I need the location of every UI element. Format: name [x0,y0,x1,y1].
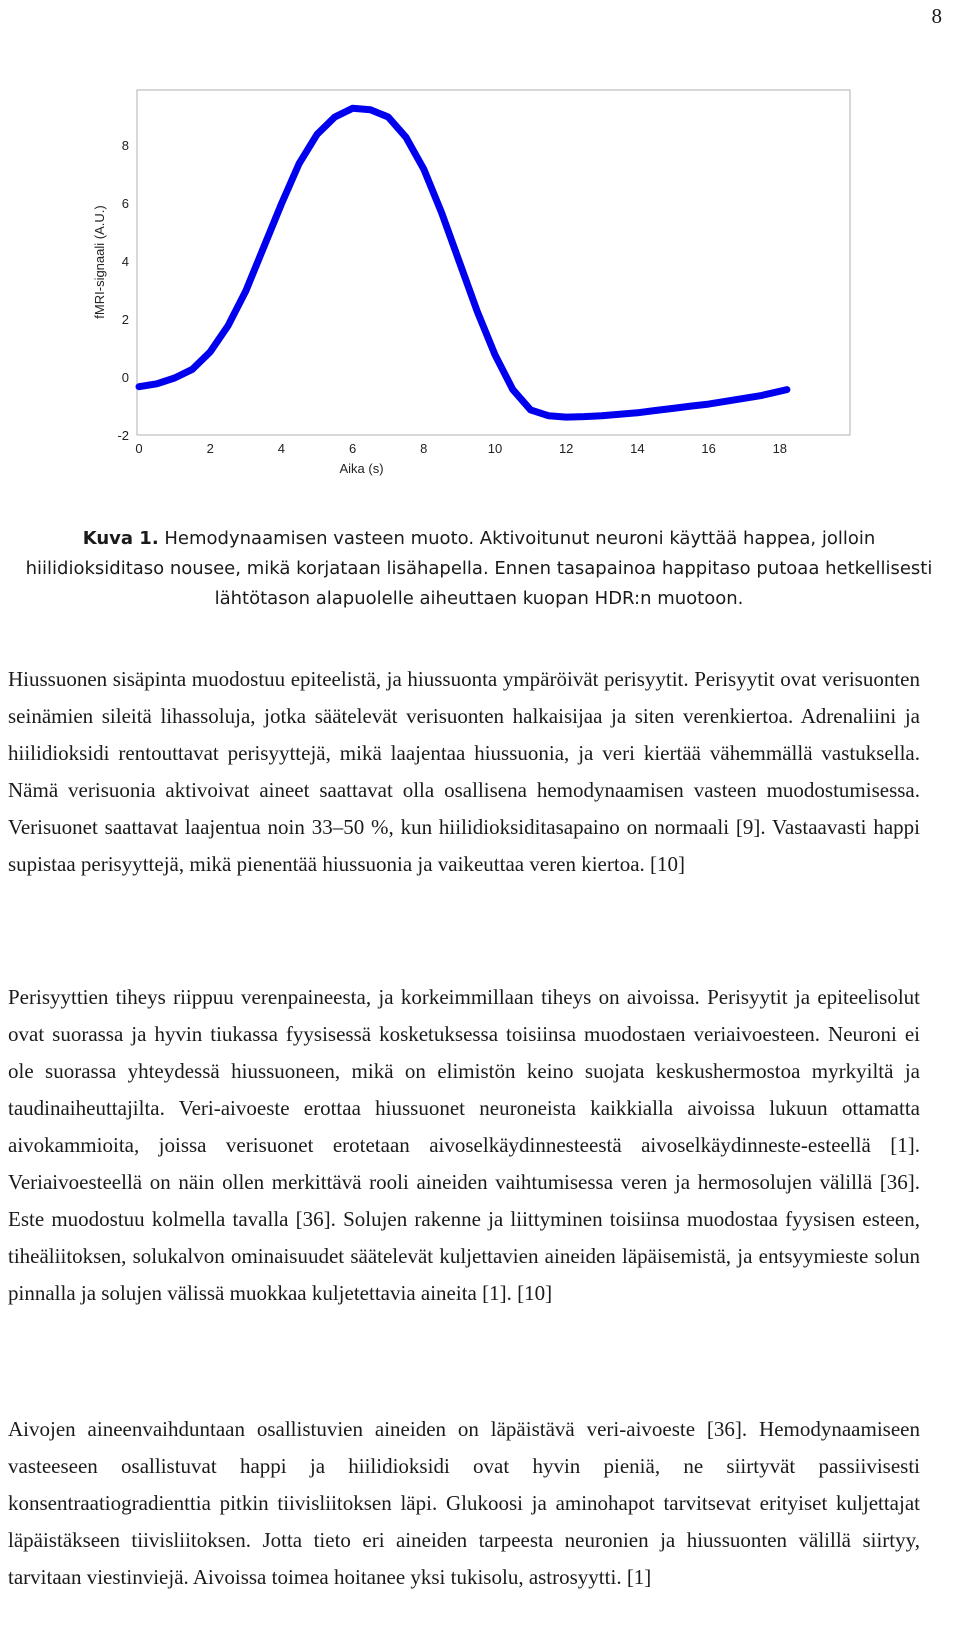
x-tick-label: 6 [348,441,357,456]
paragraph-veri-aivoeste: Perisyyttien tiheys riippuu verenpaineesta, ja korkeimmillaan tiheys on aivoissa. Perisyytit ja epiteelisolut ovat suorassa ja hyvin tiukassa fyysisessä kosketuksessa toisiinsa muodostaen veriaivoesteen. Neuroni ei ole suorassa yhteydessä hiussuoneen, mikä on elimistön keino suojata keskushermostoa myrkyiltä ja taudinaiheuttajilta. Veri-aivoeste erottaa hiussuonet neuroneista kaikkialla aivoissa lukuun ottamatta aivokammioita, joissa verisuonet erotetaan aivoselkäydinnesteestä aivoselkäydinneste-esteellä [1]. Veriaivoesteellä on näin ollen merkittävä rooli aineiden vaihtumisessa veren ja hermosolujen välillä [36]. Este muodostuu kolmella tavalla [36]. Solujen rakenne ja liittyminen toisiinsa muodostaa fyysisen esteen, tiheäliitoksen, solukalvon ominaisuudet säätelevät kuljettavien aineiden läpäisemistä, ja entsyymieste solun pinnalla ja solujen välissä muokkaa kuljetettavia aineita [1]. [10] [8,985,920,1305]
y-tick-label: 0 [121,370,129,385]
x-tick-label: 18 [772,441,788,456]
x-tick-label: 10 [487,441,503,456]
paragraph-perisyytit: Hiussuonen sisäpinta muodostuu epiteelistä, ja hiussuonta ympäröivät perisyytit. Perisyytit ovat verisuonten seinämien sileitä lihassoluja, jotka säätelevät verisuonten halkaisijaa ja siten verenkiertoa. Adrenaliini ja hiilidioksidi rentouttavat perisyyttejä, mikä laajentaa hiussuonia, ja veri kiertää vähemmällä vastuksella. Nämä verisuonia aktivoivat aineet saattavat olla osallisena hemodynaamisen vasteen muodostumisessa. Verisuonet saattavat laajentua noin 33–50 %, kun hiilidioksiditasapaino on normaali [9]. Vastaavasti happi supistaa perisyyttejä, mikä pienentää hiussuonia ja vaikeuttaa veren kiertoa. [10] [8,667,920,876]
caption-label: Kuva 1. [82,528,159,549]
x-tick-label: 0 [135,441,143,456]
x-tick-label: 16 [701,441,716,456]
page-number: 8 [931,4,942,28]
x-tick-label: 2 [206,441,214,456]
hdr-series-line [139,108,787,417]
x-tick-labels [135,441,787,456]
hdr-line-chart [92,86,902,486]
y-tick-label: 2 [121,312,129,327]
y-tick-label: 4 [121,254,129,269]
x-axis-label: Aika (s) [339,461,384,476]
hdr-figure [92,86,902,506]
x-tick-label: 14 [630,441,645,456]
y-tick-label: -2 [117,428,129,443]
figure-caption [14,524,944,614]
y-axis-label: fMRI-signaali (A.U.) [92,205,107,319]
plot-frame [137,90,850,435]
x-tick-label: 12 [558,441,574,456]
y-tick-label: 8 [121,138,129,153]
y-tick-label: 6 [121,196,129,211]
caption-text: Hemodynaamisen vasteen muoto. Aktivoitunut neuroni käyttää happea, jolloin hiilidioksiditaso nousee, mikä korjataan lisähapella. Ennen tasapainoa happitaso putoaa hetkellisesti lähtötason alapuolelle aiheuttaen kuopan HDR:n muotoon. [25,528,933,609]
y-tick-labels [117,138,129,443]
x-tick-label: 8 [420,441,428,456]
paragraph-aineenvaihdunta: Aivojen aineenvaihduntaan osallistuvien aineiden on läpäistävä veri-aivoeste [36]. Hemodynaamiseen vasteeseen osallistuvat happi ja hiilidioksidi ovat hyvin pieniä, ne siirtyvät passiivisesti konsentraatiogradienttia pitkin tiivisliitoksen läpi. Glukoosi ja aminohapot tarvitsevat erityiset kuljettajat läpäistäkseen tiivisliitoksen. Jotta tieto eri aineiden tarpeesta neuronien ja hiussuonten välillä siirtyy, tarvitaan viestinviejä. Aivoissa toimea hoitanee yksi tukisolu, astrosyytti. [1] [8,1417,920,1589]
x-tick-label: 4 [277,441,286,456]
